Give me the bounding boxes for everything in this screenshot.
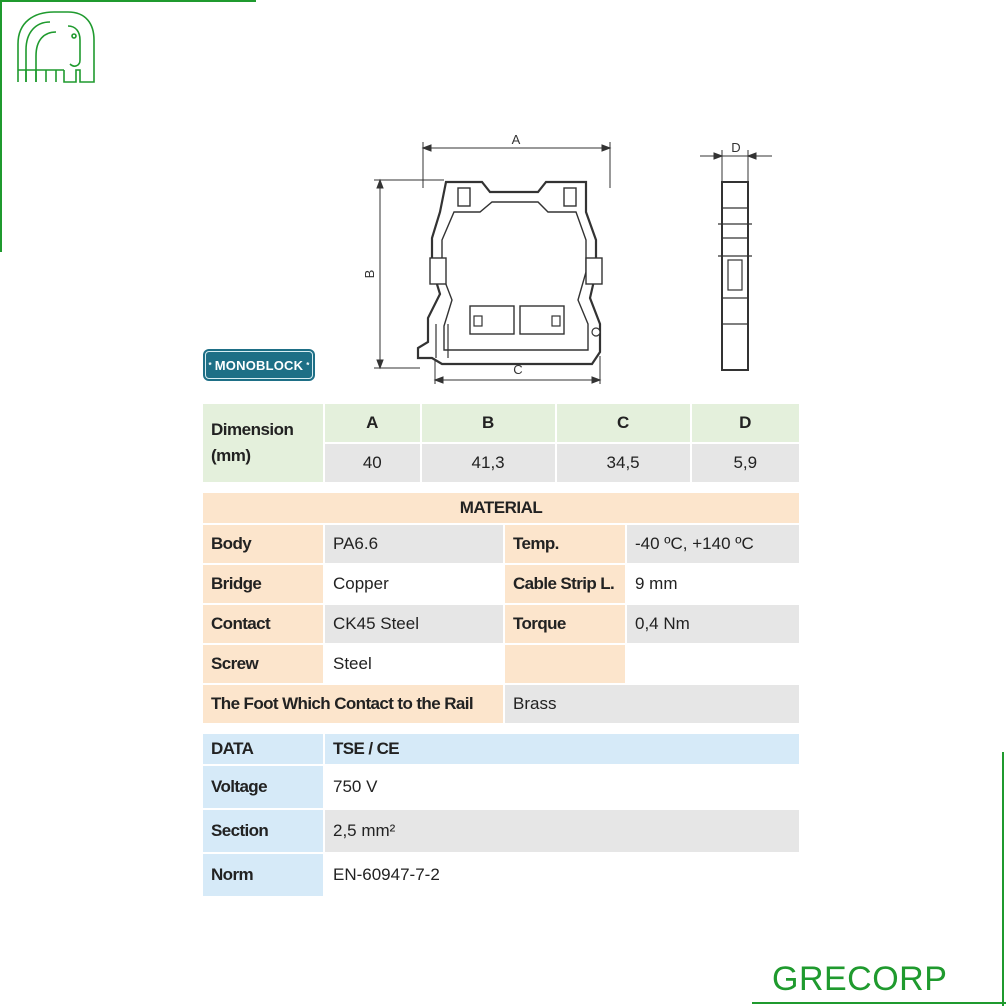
material-label: Screw	[203, 645, 323, 683]
data-value: EN-60947-7-2	[325, 854, 799, 896]
data-label: Voltage	[203, 766, 323, 808]
data-label: Norm	[203, 854, 323, 896]
material-value-2: -40 ºC, +140 ºC	[627, 525, 799, 563]
dimension-header-a: A	[325, 404, 420, 442]
material-label: Contact	[203, 605, 323, 643]
dimension-value-d: 5,9	[692, 444, 799, 482]
data-header-label: DATA	[203, 734, 323, 764]
right-rule	[1002, 752, 1004, 1006]
table-row	[203, 565, 799, 603]
material-value-2	[627, 645, 799, 683]
material-title: MATERIAL	[203, 493, 799, 523]
left-rule	[0, 0, 2, 252]
table-row	[203, 766, 799, 808]
badge-label: MONOBLOCK	[214, 357, 304, 373]
dimension-value-c: 34,5	[557, 444, 690, 482]
dimension-header-d: D	[692, 404, 799, 442]
data-label: Section	[203, 810, 323, 852]
elephant-logo-icon	[14, 10, 98, 84]
dim-label-c: C	[513, 362, 523, 377]
bottom-right-rule	[752, 1002, 1006, 1004]
brand-name: GRECORP	[772, 960, 948, 998]
material-value: PA6.6	[325, 525, 503, 563]
material-value: CK45 Steel	[325, 605, 503, 643]
material-value: Copper	[325, 565, 503, 603]
monoblock-badge-inner	[205, 351, 313, 379]
material-label-2	[505, 645, 625, 683]
table-row	[203, 525, 799, 563]
table-row	[203, 854, 799, 896]
material-table	[201, 491, 801, 725]
table-row	[203, 810, 799, 852]
material-label: Bridge	[203, 565, 323, 603]
table-row	[203, 685, 799, 723]
data-value: 750 V	[325, 766, 799, 808]
material-label-2: Temp.	[505, 525, 625, 563]
material-label-2: Torque	[505, 605, 625, 643]
material-value: Steel	[325, 645, 503, 683]
dimension-header-b: B	[422, 404, 555, 442]
dim-label-b: B	[362, 269, 377, 279]
dimension-header-c: C	[557, 404, 690, 442]
dimension-label-line1: Dimension	[211, 420, 294, 439]
badge-star-left: *	[208, 360, 212, 370]
dimension-value-b: 41,3	[422, 444, 555, 482]
data-value: 2,5 mm²	[325, 810, 799, 852]
material-value-2: 0,4 Nm	[627, 605, 799, 643]
dim-label-a: A	[511, 132, 521, 147]
foot-contact-value: Brass	[505, 685, 799, 723]
data-table	[201, 732, 801, 898]
table-row	[203, 605, 799, 643]
dimension-table	[201, 402, 801, 484]
badge-star-right: *	[306, 360, 310, 370]
table-row	[203, 645, 799, 683]
dimension-label-line2: (mm)	[211, 446, 251, 465]
material-label: Body	[203, 525, 323, 563]
data-header-value: TSE / CE	[325, 734, 799, 764]
terminal-block-drawing	[360, 128, 780, 384]
dimension-label	[203, 404, 323, 482]
dimension-value-a: 40	[325, 444, 420, 482]
dim-label-d: D	[731, 140, 741, 155]
material-label-2: Cable Strip L.	[505, 565, 625, 603]
top-left-rule	[0, 0, 256, 2]
foot-contact-label: The Foot Which Contact to the Rail	[203, 685, 503, 723]
material-value-2: 9 mm	[627, 565, 799, 603]
monoblock-badge	[203, 349, 315, 381]
